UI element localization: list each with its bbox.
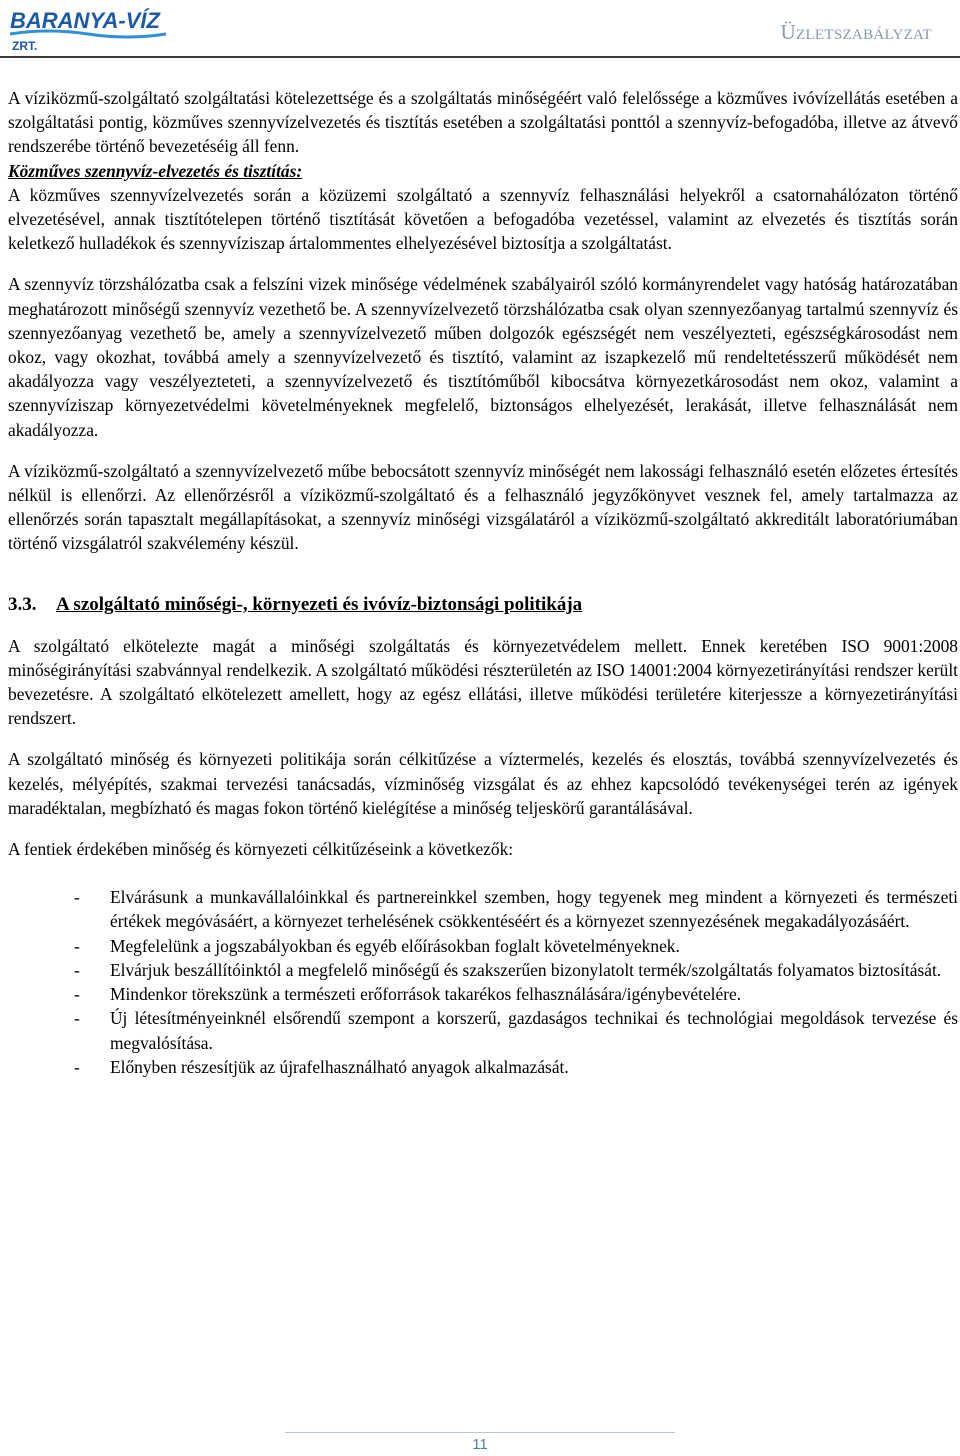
page-header (0, 0, 960, 60)
paragraph-service-responsibility: A víziközmű-szolgáltató szolgáltatási kötelezettsége és a szolgáltatás minőségéért való felelőssége a közműves ivóvízellátás esetében a szolgáltatási pontig, közműves szennyvízelvezetés és tisztítás esetében a szolgáltatási ponttól a szennyvíz-befogadóba, illetve az átvevő rendszerébe történő bevezetéséig áll fenn. (8, 88, 958, 157)
footer-divider (285, 1432, 675, 1433)
paragraph-quality-control: A víziközmű-szolgáltató a szennyvízelvezető műbe bebocsátott szennyvíz minőségét nem lakossági felhasználó esetén előzetes értesítés nélkül is ellenőrzi. Az ellenőrzésről a víziközmű-szolgáltató és a felhasználó jegyzőkönyvet vesznek fel, amely tartalmazza az ellenőrzés során tapasztalt megállapításokat, a szennyvíz minőségi vizsgálatáról a víziközmű-szolgáltató akkreditált laboratóriumában történő vizsgálatról szakvélemény készül. (8, 460, 958, 554)
list-item: - Előnyben részesítjük az újrafelhasználható anyagok alkalmazását. (8, 1055, 958, 1079)
list-item: - Elvárásunk a munkavállalóinkkal és partnereinkkel szemben, hogy tegyenek meg mindent a környezeti és természeti értékek megóvásáért, a környezet terhelésének csökkentéséért és a környezet szennyezésének megakadályozásáért. (8, 885, 958, 933)
section-title: A szolgáltató minőségi-, környezeti és ivóvíz-biztonsági politikája (56, 593, 583, 615)
baranya-viz-logo-icon (8, 4, 178, 54)
paragraph-objectives-intro: A fentiek érdekében minőség és környezeti célkitűzéseink a következők: (8, 839, 514, 860)
section-heading (8, 592, 958, 618)
paragraph-iso-commitment: A szolgáltató elkötelezte magát a minőségi szolgáltatás és környezetvédelem mellett. Ennek keretében ISO 9001:2008 minőségirányítási szabvánnyal rendelkezik. A szolgáltató működési részterületén az ISO 14001:2004 környezetirányítási rendszer került bevezetésre. A szolgáltató elkötelezett amellett, hogy az egész ellátási, illetve működési területére kiterjessze a környezetirányítási rendszert. (8, 635, 958, 729)
document-title: Üzletszabályzat (780, 20, 932, 44)
header-divider (0, 56, 960, 58)
paragraph-wastewater-service: A közműves szennyvízelvezetés során a közüzemi szolgáltató a szennyvíz felhasználási helyekről a csatornahálózaton történő elvezetésével, annak tisztítótelepen történő tisztítását követően a befogadóba vezetéssel, valamint az elvezetés és tisztítás során keletkező hulladékok és szennyvíziszap ártalommentes elhelyezésével biztosítja a szolgáltatást. (8, 184, 958, 254)
paragraph-policy-goals: A szolgáltató minőség és környezeti politikája során célkitűzése a víztermelés, kezelés és elosztás, továbbá szennyvízelvezetés és kezelés, mélyépítés, szakmai tervezési tanácsadás, vízminőség vizsgálat és az ehhez kapcsolódó tevékenységei terén az igények maradéktalan, megbízható és magas fokon történő kielégítése a minőség teljeskörű garantálásával. (8, 749, 958, 818)
paragraph-main-network: A szennyvíz törzshálózatba csak a felszíni vizek minősége védelmének szabályairól szóló kormányrendelet vagy hatóság határozatában meghatározott minőségű szennyvíz vezethető be. A szennyvízelvezető törzshálózatba csak olyan szennyezőanyag tartalmú szennyvíz és szennyezőanyag vezethető be, amely a szennyvízelvezető műben dolgozók egészségét nem veszélyezteti, egészségkárosodást nem okoz, vagy okozhat, továbbá amely a szennyvízelvezető és tisztító, valamint az iszapkezelő mű rendeltetésszerű működését nem akadályozza vagy veszélyezteteti, a szennyvízelvezető és tisztítóműből kibocsátva környezetkárosodást nem okoz, valamint a szennyvíziszap környezetvédelmi követelményeknek megfelelő, biztonságos elhelyezését, lerakását, illetve felhasználását nem akadályozza. (8, 274, 958, 440)
list-item: - Megfelelünk a jogszabályokban és egyéb előírásokban foglalt követelményeknek. (8, 934, 958, 958)
logo-text: BARANYA-VÍZ (10, 8, 160, 33)
subheading-wastewater: Közműves szennyvíz-elvezetés és tisztítás: (8, 160, 303, 181)
page-number: 11 (472, 1436, 488, 1453)
list-item: - Elvárjuk beszállítóinktól a megfelelő minőségű és szakszerűen bizonylatolt termék/szolgáltatás folyamatos biztosítását. (8, 958, 958, 982)
logo-subtext: ZRT. (12, 39, 38, 53)
page-content (8, 86, 958, 1079)
list-item: - Új létesítményeinknél elsőrendű szempont a korszerű, gazdaságos technikai és technológiai megoldások tervezése és megvalósítása. (8, 1006, 958, 1054)
objectives-list (8, 885, 958, 1079)
company-logo (8, 4, 178, 54)
section-number: 3.3. (8, 593, 37, 615)
list-item: - Mindenkor törekszünk a természeti erőforrások takarékos felhasználására/igénybevételére. (8, 982, 958, 1006)
